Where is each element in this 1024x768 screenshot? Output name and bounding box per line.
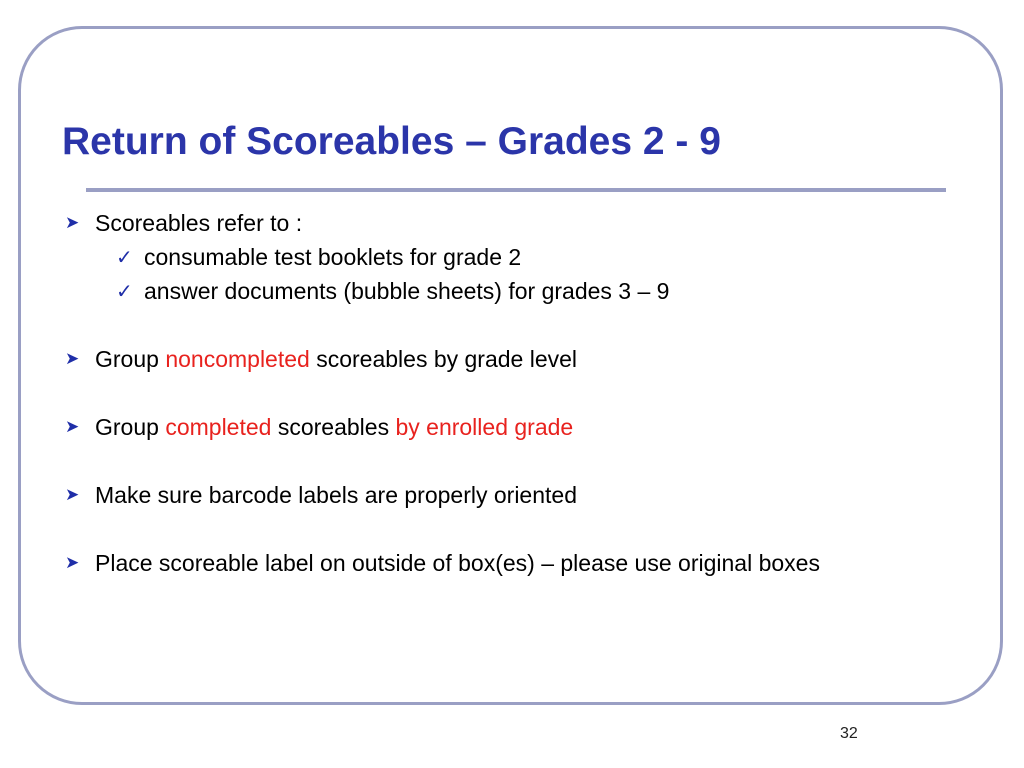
bullet-item <box>62 546 942 580</box>
bullet-text: Place scoreable label on outside of box(es) – please use original boxes <box>95 550 820 576</box>
title-divider <box>86 188 946 192</box>
highlighted-term: by enrolled grade <box>395 414 574 440</box>
sub-bullet-item <box>62 240 942 274</box>
sub-bullet-text: consumable test booklets for grade 2 <box>144 244 522 270</box>
check-mark-icon: ✓ <box>116 279 133 303</box>
arrowhead-bullet-icon: ➤ <box>65 485 80 505</box>
bullet-text <box>95 342 942 376</box>
bullet-item <box>62 410 942 444</box>
arrowhead-bullet-icon: ➤ <box>65 213 80 233</box>
bullet-text: Make sure barcode labels are properly oriented <box>95 482 577 508</box>
bullet-text-part: Group <box>95 346 166 372</box>
bullet-item <box>62 478 942 512</box>
highlighted-term: noncompleted <box>165 346 310 372</box>
bullet-text-part: scoreables <box>271 414 396 440</box>
page-number: 32 <box>840 725 858 742</box>
arrowhead-bullet-icon: ➤ <box>65 553 80 573</box>
slide-content <box>62 206 942 580</box>
bullet-text <box>95 410 942 444</box>
bullet-text-part: scoreables by grade level <box>309 346 578 372</box>
arrowhead-bullet-icon: ➤ <box>65 417 80 437</box>
sub-bullet-text: answer documents (bubble sheets) for grades 3 – 9 <box>144 278 670 304</box>
bullet-item <box>62 342 942 376</box>
bullet-text-part: Group <box>95 414 166 440</box>
bullet-item <box>62 206 942 240</box>
bullet-text: Scoreables refer to : <box>95 210 303 236</box>
arrowhead-bullet-icon: ➤ <box>65 349 80 369</box>
check-mark-icon: ✓ <box>116 245 133 269</box>
slide-title: Return of Scoreables – Grades 2 - 9 <box>62 120 721 163</box>
sub-bullet-item <box>62 274 942 308</box>
highlighted-term: completed <box>165 414 272 440</box>
